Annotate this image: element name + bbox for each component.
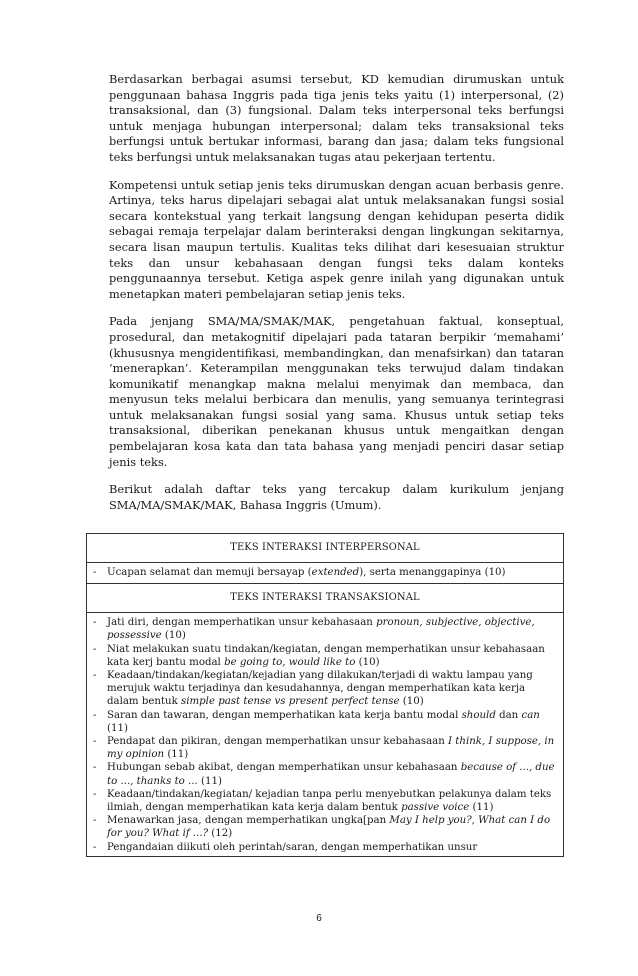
item-text: Menawarkan jasa, dengan memperhatikan ungka[pan bbox=[107, 815, 390, 827]
item-text: (11) bbox=[164, 749, 189, 761]
item-text: Jati diri, dengan memperhatikan unsur kebahasaan bbox=[107, 617, 377, 629]
item-text: (10) bbox=[161, 630, 186, 642]
item-text: Ucapan selamat dan memuji bersayap ( bbox=[107, 567, 312, 578]
italic-term: passive voice bbox=[401, 802, 470, 814]
interpersonal-list-cell bbox=[87, 563, 563, 584]
paragraph-sma-level: Pada jenjang SMA/MA/SMAK/MAK, pengetahuan faktual, konseptual, prosedural, dan metakognitif dipelajari pada tataran berpikir ‘memahami’ (khususnya mengidentifikasi, membandingkan, dan menafsirkan) dan tataran ‘menerapkan’. Keterampilan menggunakan teks terwujud dalam tindakan komunikatif menangkap makna melalui menyimak dan membaca, dan menyusun teks melalui berbicara dan menulis, yang semuanya terintegrasi untuk melaksanakan fungsi sosial yang sama. Khusus untuk setiap teks transaksional, diberikan penekanan khusus untuk mengaitkan dengan pembelajaran kosa kata dan tata bahasa yang menjadi penciri dasar setiap jenis teks. bbox=[109, 314, 564, 469]
italic-term: can bbox=[521, 709, 540, 721]
body-text bbox=[109, 72, 564, 525]
list-item bbox=[93, 788, 557, 814]
item-text: (11) bbox=[107, 722, 128, 734]
item-text: Hubungan sebab akibat, dengan memperhatikan unsur kebahasaan bbox=[107, 762, 461, 774]
list-item bbox=[93, 643, 557, 669]
list-item bbox=[93, 566, 557, 579]
bullet-dash: - bbox=[93, 567, 97, 578]
page-number: 6 bbox=[316, 913, 322, 924]
item-text: Keadaan/tindakan/kegiatan/kejadian yang dilakukan/terjadi di waktu lampau yang merujuk waktu terjadinya dan kesudahannya, dengan memperhatikan kata kerja dalam bentuk bbox=[107, 670, 533, 708]
bullet-dash: - bbox=[93, 736, 97, 748]
list-item bbox=[93, 761, 557, 787]
bullet-dash: - bbox=[93, 670, 97, 682]
bullet-dash: - bbox=[93, 709, 97, 721]
item-text: ), serta menanggapinya (10) bbox=[359, 567, 506, 578]
text-types-table bbox=[86, 533, 564, 857]
item-text: Keadaan/tindakan/kegiatan/ kejadian tanpa perlu menyebutkan pelakunya dalam teks ilmiah, dengan memperhatikan kata kerja dalam bentuk bbox=[107, 788, 552, 814]
item-text: Niat melakukan suatu tindakan/kegiatan, dengan memperhatikan unsur kebahasaan kata kerj bantu modal bbox=[107, 643, 545, 668]
list-item bbox=[93, 616, 557, 642]
item-text: dan bbox=[495, 709, 522, 721]
list-item bbox=[93, 735, 557, 761]
paragraph-text-list-intro: Berikut adalah daftar teks yang tercakup dalam kurikulum jenjang SMA/MA/SMAK/MAK, Bahasa Inggris (Umum). bbox=[109, 482, 564, 512]
item-text: (10) bbox=[355, 656, 380, 668]
bullet-dash: - bbox=[93, 762, 97, 774]
italic-term: simple past tense vs present perfect tense bbox=[181, 696, 400, 708]
bullet-dash: - bbox=[93, 643, 97, 655]
paragraph-genre-competence: Kompetensi untuk setiap jenis teks dirumuskan dengan acuan berbasis genre. Artinya, teks harus dipelajari sebagai alat untuk melaksanakan fungsi sosial secara kontekstual yang terkait langsung dengan kehidupan peserta didik sebagai remaja terpelajar dalam berinteraksi dengan lingkungan sekitarnya, secara lisan maupun tertulis. Kualitas teks dilihat dari kesesuaian struktur teks dan unsur kebahasaan dengan fungsi teks dalam konteks penggunaannya tersebut. Ketiga aspek genre inilah yang digunakan untuk menetapkan materi pembelajaran setiap jenis teks. bbox=[109, 177, 564, 301]
item-text: (12) bbox=[208, 828, 233, 840]
item-text: (11) bbox=[197, 775, 222, 787]
transaksional-list bbox=[93, 616, 557, 854]
item-text: Pengandaian diikuti oleh perintah/saran, dengan memperhatikan unsur bbox=[107, 841, 478, 853]
italic-term: May I help you?, What can I do for you? What if ...? bbox=[107, 815, 551, 840]
transaksional-header: TEKS INTERAKSI TRANSAKSIONAL bbox=[87, 584, 563, 613]
bullet-dash: - bbox=[93, 815, 97, 827]
bullet-dash: - bbox=[93, 617, 97, 629]
italic-term: extended bbox=[311, 567, 360, 578]
list-item bbox=[93, 669, 557, 709]
italic-term: be going to, would like to bbox=[224, 656, 356, 668]
interpersonal-list bbox=[93, 566, 557, 579]
interpersonal-header: TEKS INTERAKSI INTERPERSONAL bbox=[87, 534, 563, 563]
item-text: Saran dan tawaran, dengan memperhatikan kata kerja bantu modal bbox=[107, 709, 462, 721]
italic-term: should bbox=[461, 709, 496, 721]
list-item bbox=[93, 841, 557, 854]
bullet-dash: - bbox=[93, 841, 97, 853]
italic-term: I think, I suppose, in my opinion bbox=[107, 736, 555, 761]
italic-term: because of ..., due to ..., thanks to ... bbox=[107, 762, 555, 787]
list-item bbox=[93, 709, 557, 735]
paragraph-kd-text-types: Berdasarkan berbagai asumsi tersebut, KD kemudian dirumuskan untuk penggunaan bahasa Inggris pada tiga jenis teks yaitu (1) interpersonal, (2) transaksional, dan (3) fungsional. Dalam teks interpersonal teks berfungsi untuk menjaga hubungan interpersonal; dalam teks transaksional teks berfungsi untuk bertukar informasi, barang dan jasa; dalam teks fungsional teks berfungsi untuk melaksanakan tugas atau pekerjaan tertentu. bbox=[109, 72, 564, 164]
bullet-dash: - bbox=[93, 788, 97, 800]
item-text: (11) bbox=[469, 802, 494, 814]
transaksional-list-cell bbox=[87, 613, 563, 856]
item-text: Pendapat dan pikiran, dengan memperhatikan unsur kebahasaan bbox=[107, 736, 449, 748]
italic-term: pronoun, subjective, objective, possessive bbox=[107, 617, 535, 642]
item-text: (10) bbox=[399, 696, 424, 708]
list-item bbox=[93, 814, 557, 840]
